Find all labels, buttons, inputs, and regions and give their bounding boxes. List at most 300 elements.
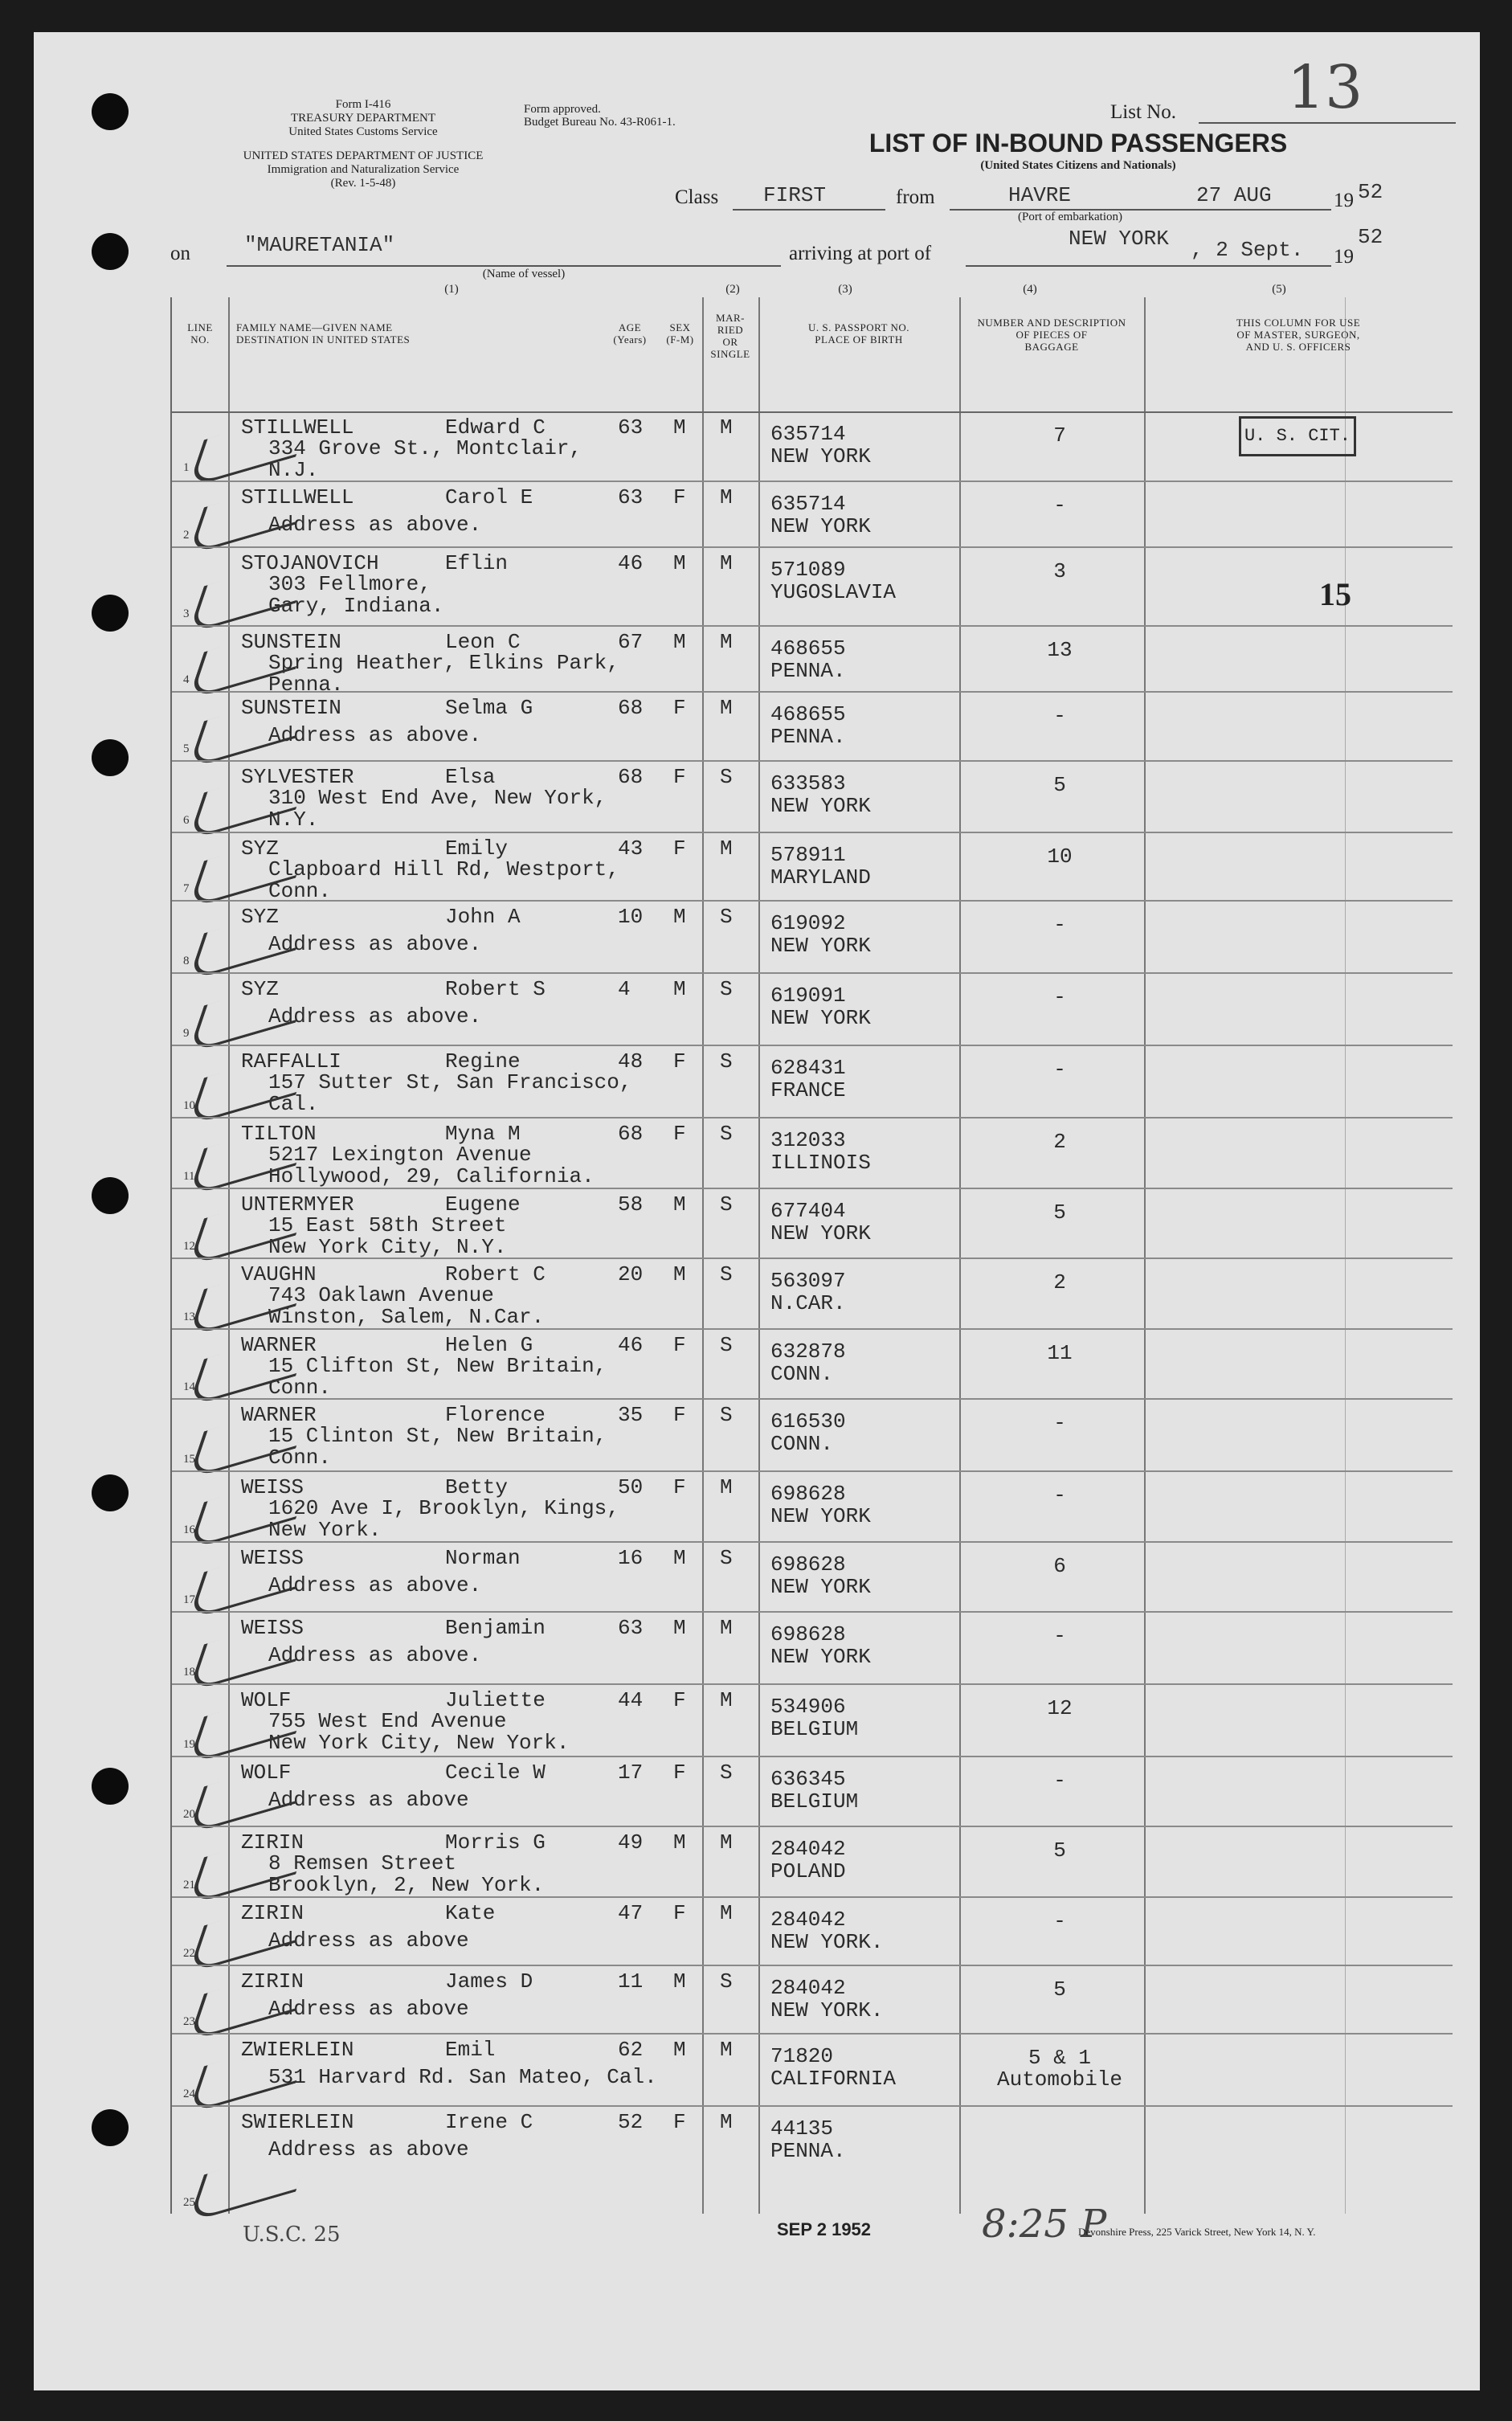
baggage: 6 [1053,1554,1066,1578]
family-name: TILTON [241,1122,317,1146]
given-name: Selma G [445,696,533,720]
baggage: 12 [1047,1696,1073,1720]
sex: F [673,1403,686,1427]
punch-hole [92,93,129,130]
family-name: WEISS [241,1616,304,1640]
address-line: Winston, Salem, N.Car. [268,1305,545,1329]
arrival-port: NEW YORK [1069,227,1169,251]
sex: F [673,1122,686,1146]
col-num-2: (2) [725,283,740,296]
age: 63 [618,1616,644,1640]
given-name: Edward C [445,415,546,440]
age: 50 [618,1475,644,1499]
sex: F [673,1688,686,1712]
baggage: - [1053,1411,1066,1435]
sex: F [673,485,686,509]
passenger-table [170,297,1453,2214]
passenger-row [172,832,1453,902]
age: 4 [618,977,631,1001]
age: 46 [618,1333,644,1357]
passport-number: 71820 [770,2044,834,2068]
address-line: Cal. [268,1092,319,1116]
ins-header: Immigration and Naturalization Service [267,163,460,176]
place-of-birth: CALIFORNIA [770,2067,897,2091]
departure-year: 52 [1358,180,1383,204]
punch-hole [92,233,129,270]
marital-status: S [720,1969,733,1994]
header-baggage: NUMBER AND DESCRIPTION OF PIECES OF BAGGAGE [977,317,1126,353]
family-name: ZIRIN [241,1969,304,1994]
place-of-birth: YUGOSLAVIA [770,580,897,604]
passenger-row [172,1965,1453,2035]
given-name: Robert C [445,1262,546,1286]
punch-hole [92,595,129,632]
address-line: 15 Clifton St, New Britain, [268,1354,607,1378]
marital-status: S [720,1761,733,1785]
manifest-page [34,32,1480,2390]
family-name: WARNER [241,1333,317,1357]
age: 62 [618,2038,644,2062]
form-number: Form I-416 [335,98,391,111]
line-number: 22 [183,1947,195,1960]
passenger-row [172,900,1453,974]
baggage: 11 [1047,1341,1073,1365]
address-line: Address as above. [268,932,482,956]
age: 52 [618,2110,644,2134]
address-line: Conn. [268,1446,332,1470]
baggage: - [1053,1769,1066,1793]
passport-number: 44135 [770,2116,834,2141]
address-line: N.Y. [268,808,319,832]
header-officers: THIS COLUMN FOR USE OF MASTER, SURGEON, AND U. S. OFFICERS [1236,317,1361,353]
address-line: Penna. [268,673,344,697]
given-name: Leon C [445,630,521,654]
given-name: Florence [445,1403,546,1427]
marital-status: M [720,630,733,654]
baggage: 2 [1053,1270,1066,1294]
footer-note: U.S.C. 25 [243,2223,341,2247]
list-no-value: 13 [1287,53,1363,122]
family-name: WOLF [241,1761,292,1785]
baggage: - [1053,1057,1066,1082]
marital-status: M [720,415,733,440]
marital-status: S [720,1546,733,1570]
line-number: 18 [183,1666,195,1679]
age: 48 [618,1049,644,1074]
line-number: 8 [183,955,190,967]
baggage: - [1053,1483,1066,1507]
passenger-row [172,2105,1453,2215]
class-label: Class [675,186,719,208]
family-name: RAFFALLI [241,1049,341,1074]
list-no-label: List No. [1110,101,1176,123]
passenger-row [172,1683,1453,1757]
line-number: 9 [183,1027,190,1040]
date-line [1191,209,1331,211]
address-line: 334 Grove St., Montclair, [268,436,582,460]
passport-number: 635714 [770,422,846,446]
address-line: Conn. [268,1376,332,1400]
address-line: New York City, New York. [268,1731,570,1755]
age: 16 [618,1546,644,1570]
address-line: 755 West End Avenue [268,1709,507,1733]
baggage: 5 [1053,1977,1066,2002]
family-name: ZWIERLEIN [241,2038,354,2062]
passport-number: 698628 [770,1622,846,1646]
place-of-birth: FRANCE [770,1078,846,1102]
line-number: 10 [183,1099,195,1112]
marital-status: S [720,1262,733,1286]
passenger-row [172,1470,1453,1543]
age: 17 [618,1761,644,1785]
place-of-birth: N.CAR. [770,1291,846,1315]
place-of-birth: BELGIUM [770,1717,859,1741]
address-line: 15 Clinton St, New Britain, [268,1424,607,1448]
family-name: WEISS [241,1475,304,1499]
line-number: 2 [183,529,190,542]
line-number: 12 [183,1240,195,1253]
sex: M [673,977,686,1001]
passport-number: 677404 [770,1199,846,1223]
place-of-birth: NEW YORK [770,1645,871,1669]
address-line: Gary, Indiana. [268,594,444,618]
family-name: VAUGHN [241,1262,317,1286]
age: 20 [618,1262,644,1286]
line-number: 21 [183,1879,195,1891]
passenger-row [172,1045,1453,1118]
place-of-birth: PENNA. [770,659,846,683]
line-number: 4 [183,673,190,686]
age: 63 [618,415,644,440]
address-line: 1620 Ave I, Brooklyn, Kings, [268,1496,619,1520]
passenger-row [172,1188,1453,1259]
passenger-row [172,1826,1453,1898]
place-of-birth: PENNA. [770,2139,846,2163]
address-line: Address as above. [268,723,482,747]
given-name: Betty [445,1475,509,1499]
given-name: Helen G [445,1333,533,1357]
list-no-line [1199,122,1456,124]
line-number: 1 [183,461,190,474]
line-number: 11 [183,1170,195,1183]
family-name: STOJANOVICH [241,551,379,575]
col-num-4: (4) [1023,283,1037,296]
printer-credit: Devonshire Press, 225 Varick Street, New York 14, N. Y. [1078,2226,1316,2238]
given-name: Elsa [445,765,496,789]
age: 49 [618,1830,644,1855]
address-line: Address as above [268,1997,469,2021]
header-name: FAMILY NAME—GIVEN NAME DESTINATION IN UNITED STATES [236,321,411,346]
sex: M [673,630,686,654]
budget-bureau: Budget Bureau No. 43-R061-1. [524,116,676,129]
address-line: Conn. [268,879,332,903]
line-number: 19 [183,1738,195,1751]
address-line: Address as above [268,2137,469,2161]
address-line: New York. [268,1518,382,1542]
given-name: Norman [445,1546,521,1570]
address-line: Address as above. [268,1004,482,1029]
address-line: 8 Remsen Street [268,1851,457,1875]
family-name: WEISS [241,1546,304,1570]
age: 63 [618,485,644,509]
vessel-line [227,265,781,267]
sex: M [673,2038,686,2062]
passport-number: 563097 [770,1269,846,1293]
header-sex: SEX (F-M) [666,321,694,346]
on-label: on [170,243,190,264]
family-name: SWIERLEIN [241,2110,354,2134]
passenger-row [172,481,1453,548]
passport-number: 284042 [770,1837,846,1861]
form-approved: Form approved. [524,103,601,116]
place-of-birth: CONN. [770,1362,834,1386]
baggage: 5 [1053,1200,1066,1225]
line-number: 14 [183,1380,195,1393]
col-num-5: (5) [1272,283,1286,296]
passport-number: 635714 [770,492,846,516]
baggage: - [1053,1624,1066,1648]
place-of-birth: NEW YORK [770,794,871,818]
sex: M [673,905,686,929]
baggage: - [1053,913,1066,937]
sex: M [673,1969,686,1994]
given-name: Emil [445,2038,496,2062]
line-number: 16 [183,1523,195,1536]
passenger-row [172,1611,1453,1685]
baggage: 10 [1047,844,1073,869]
age: 11 [618,1969,644,1994]
sex: M [673,415,686,440]
check-mark [188,2143,313,2223]
address-line: Address as above. [268,513,482,537]
line-number: 5 [183,742,190,755]
address-line: 5217 Lexington Avenue [268,1143,532,1167]
marital-status: S [720,977,733,1001]
header-passport: U. S. PASSPORT NO. PLACE OF BIRTH [808,321,909,346]
arrival-date: , 2 Sept. [1191,238,1304,262]
time-handwritten: 8:25 P [982,2202,1107,2247]
marital-status: M [720,696,733,720]
line-number: 3 [183,607,190,620]
departure-date: 27 AUG [1196,183,1272,207]
family-name: SUNSTEIN [241,630,341,654]
age: 46 [618,551,644,575]
age: 58 [618,1192,644,1217]
baggage: 13 [1047,638,1073,662]
given-name: Irene C [445,2110,533,2134]
given-name: James D [445,1969,533,1994]
passport-number: 284042 [770,1908,846,1932]
place-of-birth: NEW YORK. [770,1998,884,2022]
place-of-birth: ILLINOIS [770,1151,871,1175]
passport-number: 619091 [770,984,846,1008]
family-name: SYLVESTER [241,765,354,789]
marital-status: S [720,905,733,929]
age: 68 [618,696,644,720]
arrival-line [966,265,1331,267]
passport-number: 534906 [770,1695,846,1719]
place-of-birth: NEW YORK [770,444,871,468]
line-number: 24 [183,2088,195,2100]
address-line: Address as above [268,1928,469,1953]
marital-status: M [720,551,733,575]
passenger-row [172,1328,1453,1400]
passenger-row [172,1541,1453,1613]
address-line: 531 Harvard Rd. San Mateo, Cal. [268,2065,657,2089]
arriving-label: arriving at port of [789,243,932,264]
place-of-birth: MARYLAND [770,865,871,889]
sex: F [673,696,686,720]
sex: F [673,765,686,789]
passport-number: 633583 [770,771,846,795]
address-line: Clapboard Hill Rd, Westport, [268,857,619,881]
arrival-year: 52 [1358,225,1383,249]
baggage: 3 [1053,559,1066,583]
embark-port: HAVRE [1008,183,1072,207]
given-name: Robert S [445,977,546,1001]
passenger-row [172,546,1453,627]
passport-number: 312033 [770,1128,846,1152]
marital-status: S [720,765,733,789]
marital-status: S [720,1403,733,1427]
given-name: Kate [445,1901,496,1925]
given-name: Eugene [445,1192,521,1217]
customs-service: United States Customs Service [288,125,438,138]
punch-hole [92,739,129,776]
address-line: 310 West End Ave, New York, [268,786,607,810]
age: 67 [618,630,644,654]
address-line: Brooklyn, 2, New York. [268,1873,545,1897]
passenger-row [172,1258,1453,1330]
passenger-row [172,691,1453,762]
age: 68 [618,765,644,789]
passenger-row [172,760,1453,833]
address-line: Address as above. [268,1573,482,1597]
family-name: ZIRIN [241,1901,304,1925]
marital-status: M [720,1688,733,1712]
place-of-birth: BELGIUM [770,1789,859,1814]
baggage: 5 [1053,773,1066,797]
from-label: from [896,186,935,208]
header-line-no: LINE NO. [187,321,213,346]
marital-status: M [720,2038,733,2062]
given-name: Benjamin [445,1616,546,1640]
marital-status: M [720,1901,733,1925]
col-num-3: (3) [838,283,852,296]
doj-header: UNITED STATES DEPARTMENT OF JUSTICE [243,149,484,162]
sex: F [673,1761,686,1785]
family-name: SYZ [241,836,279,861]
passport-number: 578911 [770,843,846,867]
revision: (Rev. 1-5-48) [330,177,396,190]
place-of-birth: NEW YORK. [770,1930,884,1954]
vessel-note: (Name of vessel) [482,268,566,280]
passport-number: 698628 [770,1482,846,1506]
embark-note: (Port of embarkation) [1018,211,1122,223]
arrival-year-prefix: 19 [1334,246,1354,268]
place-of-birth: NEW YORK [770,1575,871,1599]
baggage: - [1053,704,1066,728]
class-line [733,209,885,211]
treasury-dept: TREASURY DEPARTMENT [290,112,436,125]
family-name: ZIRIN [241,1830,304,1855]
address-line: 303 Fellmore, [268,572,431,596]
passenger-row [172,2033,1453,2107]
address-line: Spring Heather, Elkins Park, [268,651,619,675]
given-name: Cecile W [445,1761,546,1785]
baggage: - [1053,493,1066,517]
sex: M [673,1830,686,1855]
given-name: Eflin [445,551,509,575]
given-name: Juliette [445,1688,546,1712]
line-number: 25 [183,2196,195,2209]
us-cit-stamp: U. S. CIT. [1239,416,1356,456]
place-of-birth: NEW YORK [770,1221,871,1245]
age: 10 [618,905,644,929]
header-age: AGE (Years) [613,321,647,346]
sex: M [673,551,686,575]
given-name: Morris G [445,1830,546,1855]
sex: F [673,1049,686,1074]
place-of-birth: NEW YORK [770,934,871,958]
given-name: Carol E [445,485,533,509]
given-name: John A [445,905,521,929]
family-name: WARNER [241,1403,317,1427]
date-stamp: SEP 2 1952 [777,2219,872,2239]
family-name: SYZ [241,905,279,929]
passenger-row [172,1756,1453,1827]
line-number: 6 [183,814,190,827]
line-number: 15 [183,1453,195,1466]
place-of-birth: NEW YORK [770,1504,871,1528]
punch-hole [92,2109,129,2146]
passport-number: 632878 [770,1339,846,1364]
age: 47 [618,1901,644,1925]
address-line: N.J. [268,458,319,482]
line-number: 23 [183,2015,195,2028]
punch-hole [92,1177,129,1214]
given-name: Myna M [445,1122,521,1146]
header-married: MAR- RIED OR SINGLE [710,312,750,360]
passport-number: 636345 [770,1767,846,1791]
passport-number: 468655 [770,702,846,726]
passport-number: 698628 [770,1552,846,1577]
passport-number: 284042 [770,1976,846,2000]
address-line: 743 Oaklawn Avenue [268,1283,494,1307]
place-of-birth: POLAND [770,1859,846,1883]
marital-status: M [720,1475,733,1499]
marital-status: S [720,1049,733,1074]
address-line: Address as above. [268,1643,482,1667]
line-number: 7 [183,882,190,895]
marital-status: M [720,2110,733,2134]
address-line: Hollywood, 29, California. [268,1164,595,1188]
family-name: UNTERMYER [241,1192,354,1217]
passport-number: 616530 [770,1409,846,1433]
marital-status: S [720,1333,733,1357]
place-of-birth: PENNA. [770,725,846,749]
passenger-row [172,625,1453,697]
sex: F [673,836,686,861]
place-of-birth: CONN. [770,1432,834,1456]
sex: F [673,1333,686,1357]
marital-status: M [720,485,733,509]
family-name: STILLWELL [241,415,354,440]
place-of-birth: NEW YORK [770,514,871,538]
marital-status: M [720,1616,733,1640]
sex: M [673,1192,686,1217]
address-line: 157 Sutter St, San Francisco, [268,1070,632,1094]
